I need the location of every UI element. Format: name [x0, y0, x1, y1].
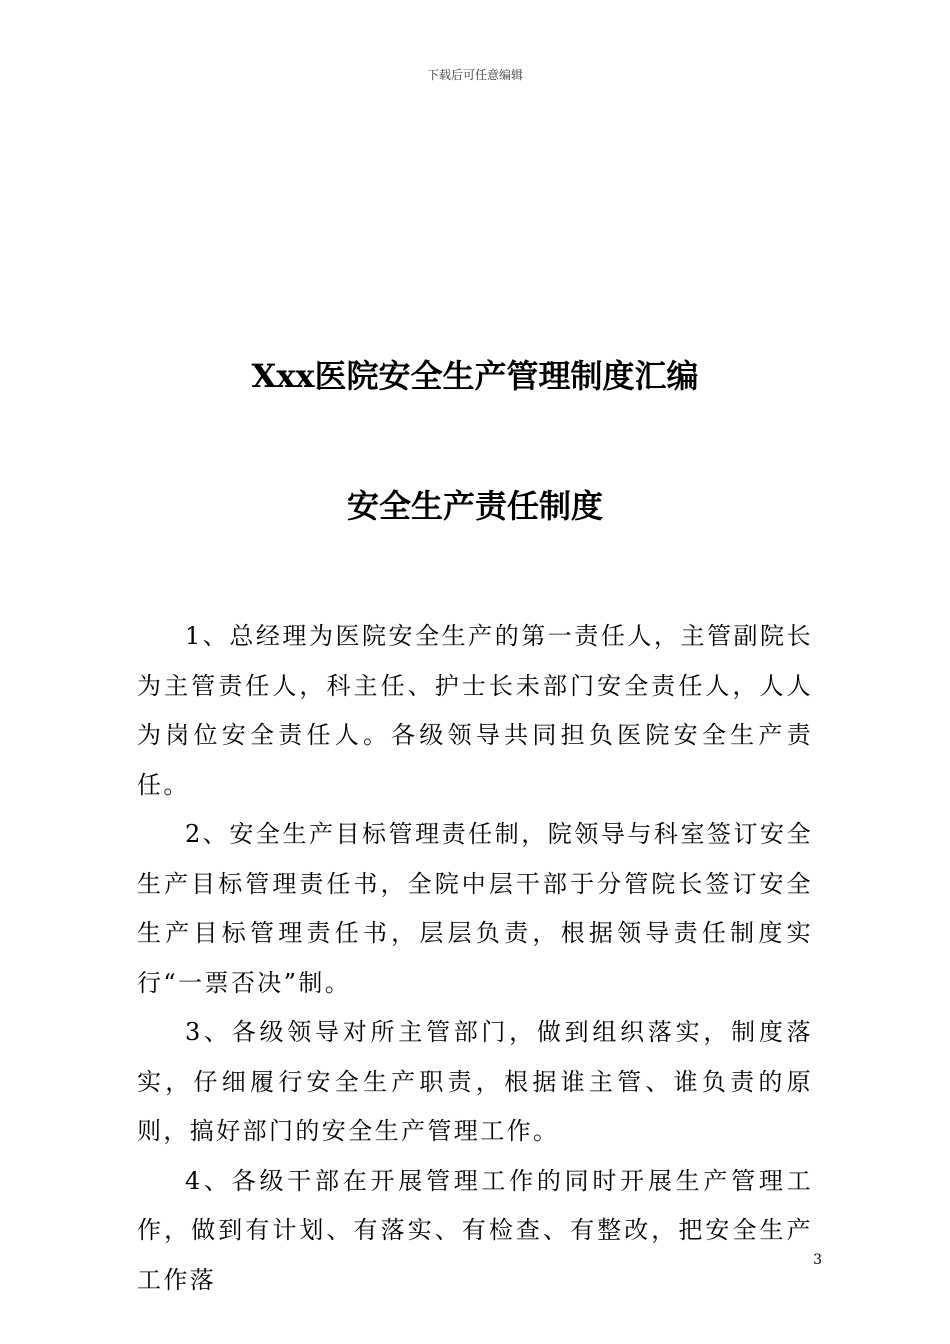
paragraph-4: 4、各级干部在开展管理工作的同时开展生产管理工作，做到有计划、有落实、有检查、有整改，把安全生产工作落 — [137, 1166, 813, 1294]
paragraph-3: 3、各级领导对所主管部门，做到组织落实，制度落实，仔细履行安全生产职责，根据谁主管、谁负责的原则，搞好部门的安全生产管理工作。 — [137, 1018, 813, 1145]
document-title: Xxx医院安全生产管理制度汇编 — [251, 357, 699, 395]
paragraph-1: 1、总经理为医院安全生产的第一责任人，主管副院长为主管责任人，科主任、护士长未部门安全责任人，人人为岗位安全责任人。各级领导共同担负医院安全生产责任。 — [137, 622, 813, 799]
section-title: 安全生产责任制度 — [346, 487, 603, 525]
header-note: 下载后可任意编辑 — [426, 68, 523, 82]
paragraph-2: 2、安全生产目标管理责任制，院领导与科室签订安全生产目标管理责任书，全院中层干部于分管院长签订安全生产目标管理责任书，层层负责，根据领导责任制度实行“一票否决”制。 — [137, 820, 813, 997]
document-body — [137, 612, 813, 1305]
page-number: 3 — [813, 1252, 822, 1268]
